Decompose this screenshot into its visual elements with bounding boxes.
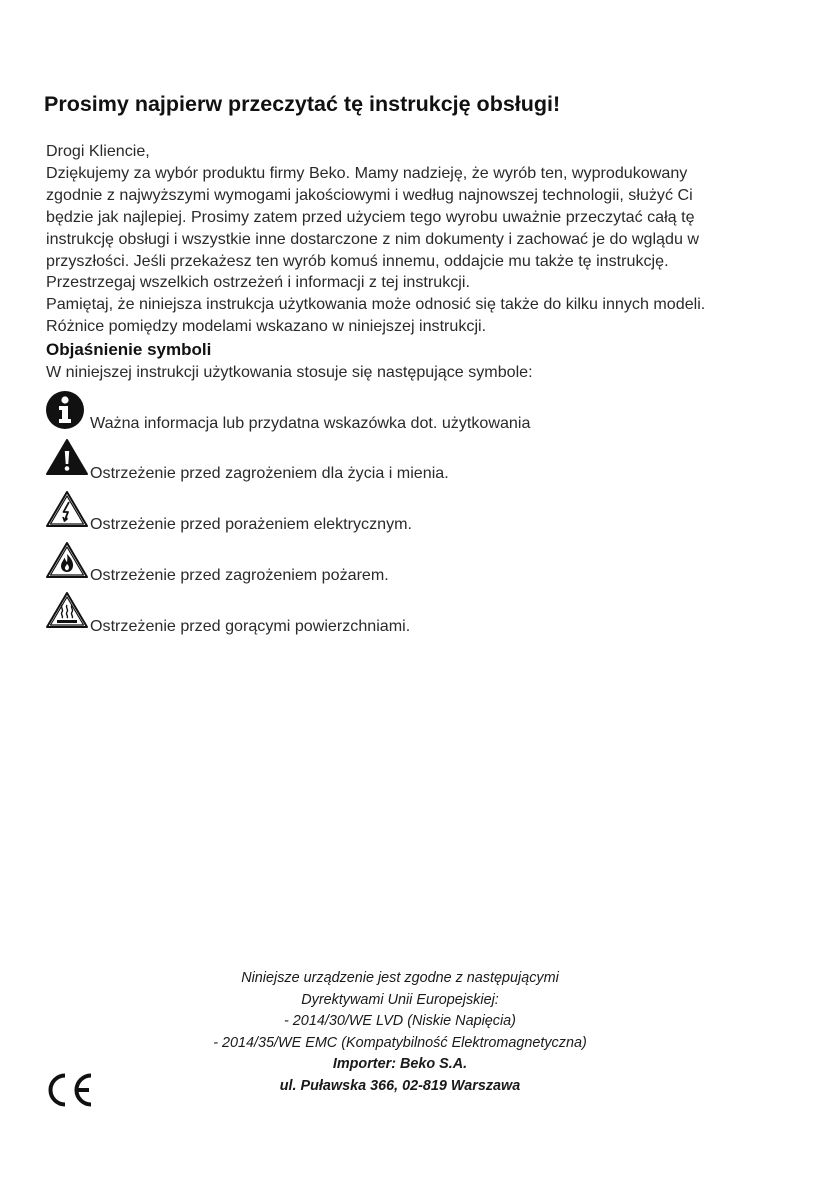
importer-name: Importer: Beko S.A. (332, 1056, 468, 1072)
electric-shock-icon (45, 490, 89, 528)
intro-line: Różnice pomiędzy modelami wskazano w niniejszej instrukcji. (46, 317, 487, 336)
footer-line: Dyrektywami Unii Europejskiej: (301, 991, 499, 1008)
page-title: Prosimy najpierw przeczytać tę instrukcję obsługi! (44, 92, 561, 116)
fire-hazard-icon (45, 541, 89, 579)
symbol-text-electric: Ostrzeżenie przed porażeniem elektrycznym. (90, 515, 413, 533)
symbols-heading: Objaśnienie symboli (46, 340, 212, 359)
intro-line: zgodnie z najwyższymi wymogami jakościowymi i według najnowszej technologii, służyć Ci (46, 185, 693, 204)
footer-line: - 2014/30/WE LVD (Niskie Napięcia) (284, 1013, 516, 1029)
intro-line: Przestrzegaj wszelkich ostrzeżeń i informacji z tej instrukcji. (46, 273, 470, 292)
warning-icon (45, 438, 89, 476)
symbol-text-warning: Ostrzeżenie przed zagrożeniem dla życia i mienia. (90, 464, 449, 482)
intro-line: przyszłości. Jeśli przekażesz ten wyrób komuś innemu, oddajcie mu także tę instrukcję. (46, 251, 669, 270)
intro-line: Dziękujemy za wybór produktu firmy Beko. Mamy nadzieję, że wyrób ten, wyprodukowany (46, 163, 688, 182)
intro-line: instrukcję obsługi i wszystkie inne dostarczone z nim dokumenty i zachować je do wglądu w (46, 229, 699, 248)
compliance-footer (110, 968, 690, 1097)
symbols-intro: W niniejszej instrukcji użytkowania stosuje się następujące symbole: (46, 363, 533, 381)
hot-surface-icon (45, 591, 89, 629)
footer-line: Niniejsze urządzenie jest zgodne z następującymi (241, 970, 559, 986)
importer-address: ul. Puławska 366, 02-819 Warszawa (279, 1077, 521, 1094)
info-icon (45, 390, 85, 430)
intro-line: Pamiętaj, że niniejsza instrukcja użytkowania może odnosić się także do kilku innych modeli. (46, 295, 706, 314)
intro-line: będzie jak najlepiej. Prosimy zatem przed użyciem tego wyrobu uważnie przeczytać całą tę (46, 207, 695, 226)
intro-line: Drogi Kliencie, (46, 142, 150, 160)
symbol-text-fire: Ostrzeżenie przed zagrożeniem pożarem. (90, 566, 389, 584)
symbol-text-info: Ważna informacja lub przydatna wskazówka dot. użytkowania (90, 414, 531, 432)
footer-line: - 2014/35/WE EMC (Kompatybilność Elektromagnetyczna) (213, 1034, 587, 1051)
symbol-text-hot-surface: Ostrzeżenie przed gorącymi powierzchniami. (90, 617, 411, 635)
ce-mark-icon (44, 1072, 96, 1108)
intro-text (46, 141, 806, 338)
